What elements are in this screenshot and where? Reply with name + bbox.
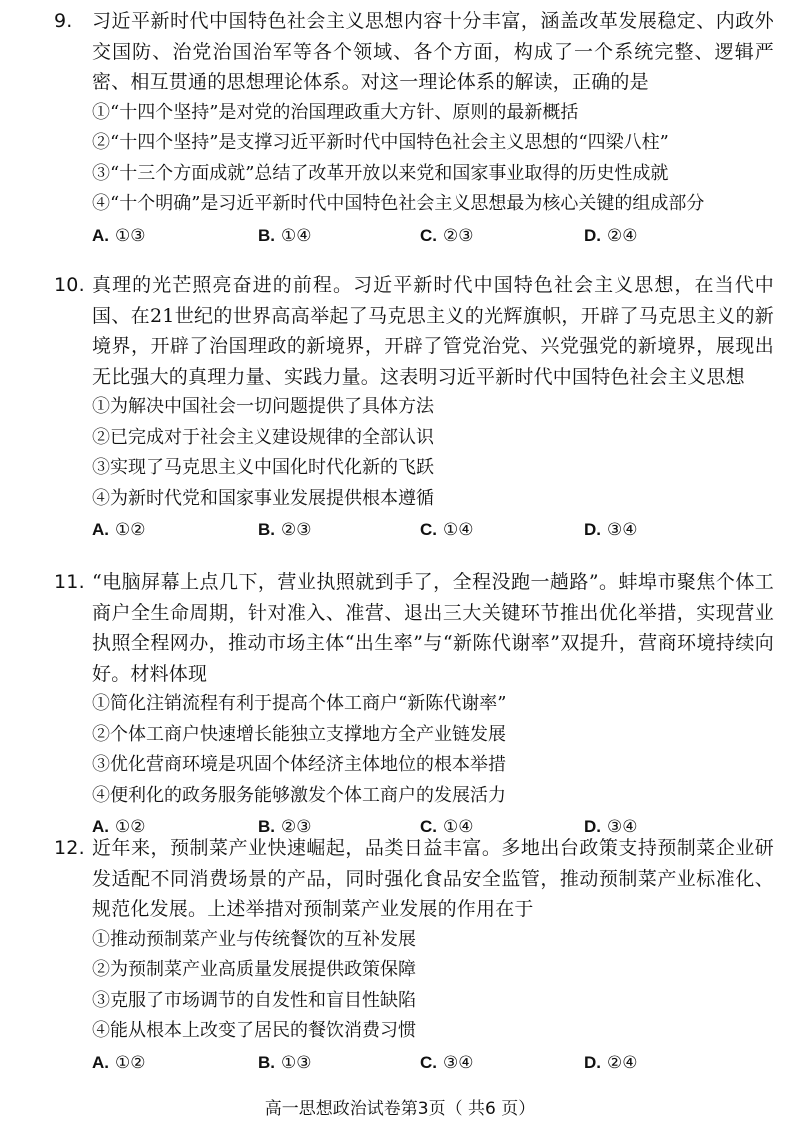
page-footer: 高一思想政治试卷第3页（ 共6 页） (264, 1099, 536, 1119)
statement-1: ①为解决中国社会一切问题提供了具体方法 (92, 396, 434, 417)
statement-4: ④为新时代党和国家事业发展提供根本遵循 (92, 487, 434, 509)
question-9 (0, 6, 800, 252)
question-number: 9. (54, 10, 73, 32)
answer-options (0, 1047, 800, 1079)
statement-3: ③“十三个方面成就”总结了改革开放以来党和国家事业取得的历史性成就 (92, 162, 669, 184)
question-stem-text: 习近平新时代中国特色社会主义思想内容十分丰富，涵盖改革发展稳定、内政外交国防、治党治国治军等各个领域、各个方面，构成了一个系统完整、逻辑严密、相互贯通的思想理论体系。对这一理论体系的解读，正确的是 (92, 10, 774, 93)
answer-options (0, 220, 800, 252)
question-stem-text: 近年来，预制菜产业快速崛起，品类日益丰富。多地出台政策支持预制菜企业研发适配不同消费场景的产品，同时强化食品安全监管，推动预制菜产业标准化、规范化发展。上述举措对预制菜产业发展的作用在于 (92, 837, 774, 920)
option-c[interactable]: C. ③④ (420, 1052, 474, 1073)
statement-3: ③优化营商环境是巩固个体经济主体地位的根本举措 (92, 754, 506, 775)
option-a[interactable]: A. ①② (92, 520, 146, 540)
question-stem (0, 6, 800, 98)
option-b[interactable]: B. ①④ (258, 225, 312, 246)
option-d[interactable]: D. ②④ (584, 1052, 638, 1073)
statement-1: ①推动预制菜产业与传统餐饮的互补发展 (92, 928, 416, 950)
statement-2: ②个体工商户快速增长能独立支撑地方全产业链发展 (92, 723, 506, 745)
question-stem-text: “电脑屏幕上点几下，营业执照就到手了，全程没跑一趟路”。蚌埠市聚焦个体工商户全生命周期，针对准入、准营、退出三大关键环节推出优化举措，实现营业执照全程网办，推动市场主体“出生率”与“新陈代谢率”双提升，营商环境持续向好。材料体现 (92, 571, 774, 685)
option-c[interactable]: C. ②③ (420, 225, 474, 246)
statement-2: ②为预制菜产业高质量发展提供政策保障 (92, 959, 416, 980)
answer-options (0, 514, 800, 546)
question-number: 10. (54, 274, 85, 296)
option-a[interactable]: A. ①② (92, 817, 146, 837)
option-b[interactable]: B. ①③ (258, 1052, 312, 1073)
option-a[interactable]: A. ①③ (92, 225, 146, 246)
question-number: 11. (54, 571, 85, 593)
question-stem-text: 真理的光芒照亮奋进的前程。习近平新时代中国特色社会主义思想，在当代中国、在21世纪的世界高高举起了马克思主义的光辉旗帜，开辟了马克思主义的新境界，开辟了治国理政的新境界，开辟了管党治党、兴党强党的新境界，展现出无比强大的真理力量、实践力量。这表明习近平新时代中国特色社会主义思想 (92, 274, 774, 388)
statement-1: ①简化注销流程有利于提高个体工商户“新陈代谢率” (92, 693, 507, 714)
question-10 (0, 270, 800, 546)
statement-2: ②已完成对于社会主义建设规律的全部认识 (92, 426, 434, 448)
statement-4: ④能从根本上改变了居民的餐饮消费习惯 (92, 1020, 416, 1041)
question-stem (0, 567, 800, 689)
option-b[interactable]: B. ②③ (258, 520, 312, 540)
statement-3: ③实现了马克思主义中国化时代化新的飞跃 (92, 457, 434, 478)
statement-2: ②“十四个坚持”是支撑习近平新时代中国特色社会主义思想的“四梁八柱” (92, 132, 669, 153)
option-a[interactable]: A. ①② (92, 1052, 146, 1073)
option-d[interactable]: D. ③④ (584, 817, 638, 837)
option-c[interactable]: C. ①④ (420, 520, 474, 540)
question-number: 12. (54, 837, 85, 859)
option-c[interactable]: C. ①④ (420, 817, 474, 837)
question-stem (0, 833, 800, 925)
statement-3: ③克服了市场调节的自发性和盲目性缺陷 (92, 989, 416, 1011)
question-stem (0, 270, 800, 392)
statement-1: ①“十四个坚持”是对党的治国理政重大方针、原则的最新概括 (92, 101, 579, 123)
option-b[interactable]: B. ②③ (258, 817, 312, 837)
statement-4: ④“十个明确”是习近平新时代中国特色社会主义思想最为核心关键的组成部分 (92, 193, 705, 214)
option-d[interactable]: D. ②④ (584, 225, 638, 246)
statement-4: ④便利化的政务服务能够激发个体工商户的发展活力 (92, 784, 506, 806)
question-12 (0, 833, 800, 1079)
question-11 (0, 567, 800, 843)
option-d[interactable]: D. ③④ (584, 520, 638, 540)
